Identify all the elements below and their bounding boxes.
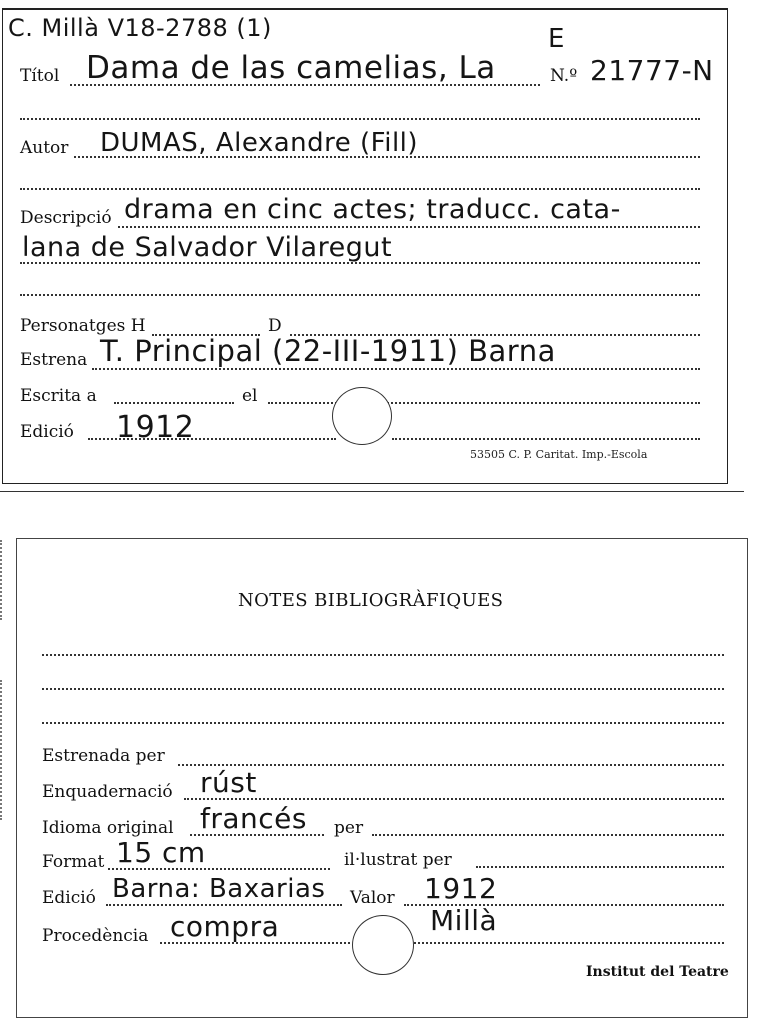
punch-hole xyxy=(352,915,414,975)
number-label: N.º xyxy=(550,66,578,86)
punch-hole xyxy=(332,387,392,445)
titol-value: Dama de las camelias, La xyxy=(86,50,496,86)
edicio-label: Edició xyxy=(20,422,74,442)
escrita-el-label: el xyxy=(242,386,258,406)
blank-line xyxy=(20,188,700,190)
enquadernacio-label: Enquadernació xyxy=(42,782,173,802)
procedencia-line-right xyxy=(410,942,724,944)
idioma-label: Idioma original xyxy=(42,818,174,838)
notes-heading: NOTES BIBLIOGRÀFIQUES xyxy=(238,590,504,611)
edicio-value: 1912 xyxy=(116,410,195,445)
autor-label: Autor xyxy=(20,138,69,158)
escrita-el-line xyxy=(268,402,700,404)
back-edicio-label: Edició xyxy=(42,888,96,908)
catalog-note: C. Millà V18-2788 (1) xyxy=(8,14,272,42)
idioma-per-line xyxy=(372,834,724,836)
autor-value: DUMAS, Alexandre (Fill) xyxy=(100,128,419,158)
cut-line xyxy=(0,491,744,492)
titol-label: Títol xyxy=(20,66,60,86)
illustrat-line xyxy=(476,866,724,868)
enquadernacio-value: rúst xyxy=(200,766,257,799)
edicio-line-right xyxy=(392,438,700,440)
estrenada-line xyxy=(178,764,724,766)
idioma-per-label: per xyxy=(334,818,364,838)
scan-edge-marks xyxy=(0,540,12,620)
notes-line xyxy=(42,654,724,656)
estrena-label: Estrena xyxy=(20,350,88,370)
personatges-d-label: D xyxy=(268,316,282,336)
format-value: 15 cm xyxy=(116,836,206,869)
personatges-label: Personatges H xyxy=(20,316,146,336)
notes-line xyxy=(42,688,724,690)
blank-line xyxy=(20,294,700,296)
blank-line xyxy=(20,118,700,120)
descripcio-label: Descripció xyxy=(20,208,112,228)
printer-imprint: 53505 C. P. Caritat. Imp.-Escola xyxy=(470,448,648,461)
estrenada-label: Estrenada per xyxy=(42,746,165,766)
letter-e-mark: E xyxy=(548,24,565,54)
back-edicio-value: Barna: Baxarias xyxy=(112,874,326,904)
scan-edge-marks xyxy=(0,680,12,820)
idioma-value: francés xyxy=(200,802,307,835)
procedencia-label: Procedència xyxy=(42,926,149,946)
enquadernacio-line xyxy=(184,798,724,800)
descripcio-value-2: lana de Salvador Vilaregut xyxy=(22,232,393,263)
procedencia-value: compra xyxy=(170,910,280,943)
valor-value: 1912 xyxy=(424,872,498,905)
descripcio-line-1 xyxy=(118,226,700,228)
valor-label: Valor xyxy=(350,888,395,908)
number-value: 21777-N xyxy=(590,54,714,87)
descripcio-value-1: drama en cinc actes; traducc. cata- xyxy=(124,194,621,225)
estrena-line xyxy=(92,368,700,370)
institut-brand: Institut del Teatre xyxy=(586,964,729,980)
notes-line xyxy=(42,722,724,724)
escrita-line xyxy=(114,402,234,404)
procedencia-signature: Millà xyxy=(430,904,498,937)
estrena-value: T. Principal (22-III-1911) Barna xyxy=(100,334,556,368)
format-label: Format xyxy=(42,852,105,872)
escrita-label: Escrita a xyxy=(20,386,97,406)
illustrat-label: il·lustrat per xyxy=(344,850,452,870)
back-edicio-line xyxy=(106,904,342,906)
